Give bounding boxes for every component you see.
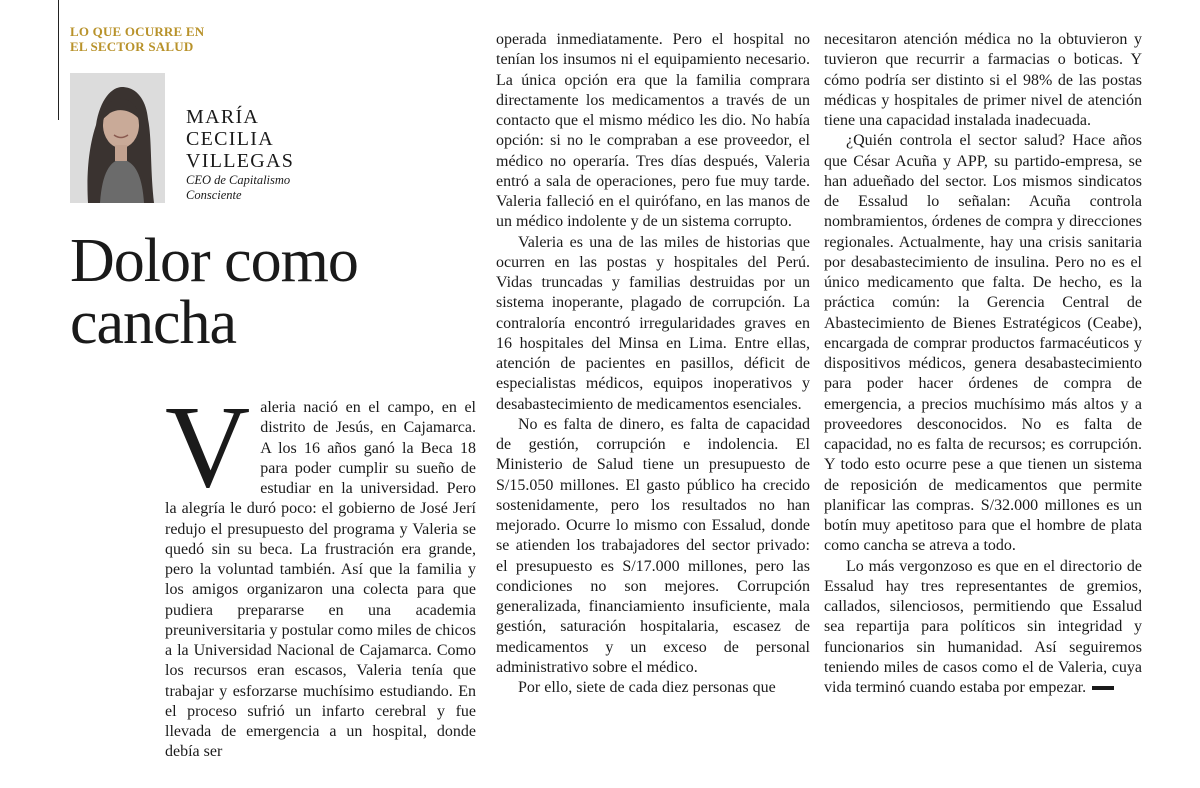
headline [70,227,470,357]
drop-cap: V [165,381,251,512]
article-column-1 [165,381,476,763]
article-paragraph-4-start: Por ello, siete de cada diez personas que [518,679,776,696]
author-name [186,106,386,172]
article-paragraph-1-end: operada inmediatamente. Pero el hospital no tenían los insumos ni el equipamiento necesario. La única opción era que la familia comprara directamente los medicamentos a través de un contacto que el mismo médico les dio. No había opción: si no le compraban a ese proveedor, el médico no operaría. Tres días después, Valeria entró a sala de operaciones, pero fue muy tarde. Valeria falleció en el quirófano, en las manos de un médico indolente y de un sistema corrupto. [496,31,810,231]
article-paragraph-3: No es falta de dinero, es falta de capacidad de gestión, corrupción e indolencia. El Ministerio de Salud tiene un presupuesto de S/15.050 millones. El gasto público ha crecido sostenidamente, pero los resultados no han mejorado. Ocurre lo mismo con Essalud, donde se atienden los trabajadores del sector privado: el presupuesto es S/17.000 millones, pero las condiciones no son mejores. Corrupción generalizada, financiamiento insuficiente, mala gestión, saturación hospitalaria, escasez de medicamentos y un exceso de personal administrativo sobre el médico. [496,415,810,676]
article-paragraph-4-end: necesitaron atención médica no la obtuvieron y tuvieron que recurrir a farmacias o boticas. Y cómo podría ser distinto si el 98% de las postas médicas y hospitales de primer nivel de atención tiene una capacidad instalada inadecuada. [824,31,1142,129]
author-name-line-1: MARÍA [186,106,260,128]
author-role-line-2: Consciente [186,188,242,202]
article-paragraph-5: ¿Quién controla el sector salud? Hace años que César Acuña y APP, su partido-empresa, se han adueñado del sector. Los mismos sindicatos de Essalud lo señalan: Acuña controla nombramientos, órdenes de compra y direcciones regionales. Actualmente, hay una crisis sanitaria por desabastecimiento de insulina. Pero no es el único medicamento que falta. De hecho, es la práctica común: la Gerencia Central de Abastecimiento de Bienes Estratégicos (Ceabe), encargada de comprar productos farmacéuticos y dispositivos médicos, genera desabastecimiento para poder hacer órdenes de compra de emergencia, a precios muchísimo más altos y a proveedores desconocidos. No es falta de capacidad, no es falta de recursos; es corrupción. Y todo esto ocurre pese a que tienen un sistema de reposición de medicamentos que permite planificar las compras. S/32.000 millones es un botín muy apetitoso para que el hombre de plata como cancha se atreva a todo. [824,132,1142,555]
kicker-line-2: EL SECTOR SALUD [70,39,194,54]
author-name-line-2: CECILIA [186,128,274,150]
article-column-2 [496,30,810,698]
kicker-line-1: LO QUE OCURRE EN [70,24,205,39]
section-kicker [70,24,270,54]
article-paragraph-2: Valeria es una de las miles de historias que ocurren en las postas y hospitales del Perú. Vidas truncadas y familias destruidas por un sistema inoperante, plagado de corrupción. La contraloría encontró irregularidades graves en 16 hospitales del Minsa en Lima. Entre ellas, atención de pacientes en pasillos, déficit de especialistas médicos, equipos inoperativos y desabastecimiento de medicamentos esenciales. [496,233,810,413]
paragraph-6-text: Lo más vergonzoso es que en el directorio de Essalud hay tres representantes de gremios, callados, silenciosos, permitiendo que Essalud sea repartija para políticos sin integridad y funcionarios sin humanidad. Así seguiremos teniendo miles de casos como el de Valeria, cuya vida terminó cuando estaba por empezar. [824,557,1142,696]
headline-line-1: Dolor como [70,227,358,295]
author-name-line-3: VILLEGAS [186,150,295,172]
author-portrait-image [70,73,165,203]
author-role-line-1: CEO de Capitalismo [186,173,291,187]
article-paragraph-6 [824,557,1142,699]
article-column-3 [824,30,1142,698]
section-rule [58,0,59,120]
headline-line-2: cancha [70,289,237,357]
end-of-article-mark [1092,686,1114,690]
paragraph-1-text: aleria nació en el campo, en el distrito de Jesús, en Cajamarca. A los 16 años ganó la Beca 18 para poder cumplir su sueño de estudiar en la universidad. Pero la alegría le duró poco: el gobierno de José Jerí redujo el presupuesto del programa y Valeria se quedó sin su beca. La frustración era grande, pero la voluntad también. Así que la familia y los amigos organizaron una colecta para que pudiera prepararse en una academia preuniversitaria y postular como miles de chicos a la Universidad Nacional de Cajamarca. Como los recursos eran escasos, Valeria tenía que trabajar y esforzarse muchísimo estudiando. En el proceso sufrió un infarto cerebral y fue llevada de emergencia a un hospital, donde debía ser [165,399,476,761]
author-photo [70,73,165,203]
article-paragraph-1-start [165,381,476,763]
author-role [186,173,336,203]
